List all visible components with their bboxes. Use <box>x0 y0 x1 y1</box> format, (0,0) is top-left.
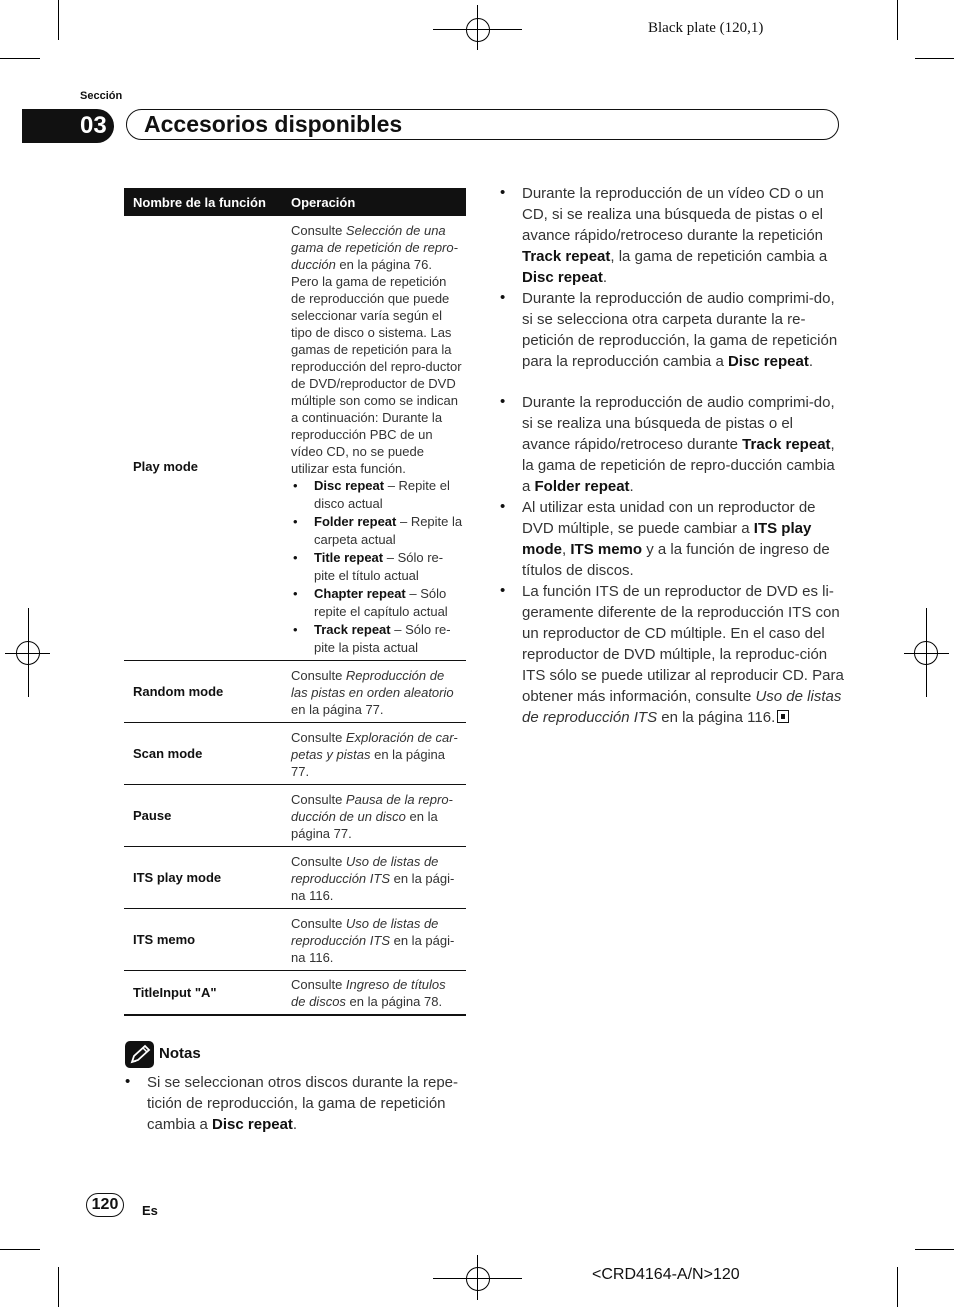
registration-circle <box>16 641 40 665</box>
section-label: Sección <box>80 90 123 102</box>
list-item: Al utilizar esta unidad con un reproductor de DVD múltiple, se puede cambiar a ITS play mode, ITS memo y a la función de ingreso de títulos de discos. <box>522 499 830 579</box>
pencil-icon <box>125 1041 154 1068</box>
bullet: • <box>500 393 506 410</box>
black-plate-label: Black plate (120,1) <box>648 20 764 36</box>
section-number: 03 <box>22 109 114 143</box>
function-name: Play mode <box>133 459 199 474</box>
function-operation: Consulte Uso de listas de reproducción ITS en la pági-na 116. <box>291 916 455 965</box>
registration-circle <box>466 18 490 42</box>
function-name: Scan mode <box>133 746 203 761</box>
list-item: Durante la reproducción de audio comprimi-do, si se selecciona otra carpeta durante la re-petición de reproducción, la gama de repetición para la reproducción cambia a Disc repeat. <box>522 290 838 370</box>
list-item: • Chapter repeat – Sólo repite el capítulo actual <box>291 585 463 621</box>
notes-heading: Notas <box>159 1045 201 1062</box>
bullet: • <box>500 582 506 599</box>
crop-mark <box>915 1249 954 1250</box>
table-row-pause <box>124 785 466 847</box>
crop-mark <box>58 1267 59 1307</box>
list-item: La función ITS de un reproductor de DVD es li-geramente diferente de la reproducción ITS con un reproductor de CD múltiple. En el caso del reproductor de DVD múltiple, la reproduc-ción ITS sólo se puede utilizar al reproducir CD. Para obtener más información, consulte Uso de listas de reproducción ITS en la página 116. <box>522 583 844 726</box>
crop-mark <box>0 58 40 59</box>
repeat-range-list <box>291 477 463 657</box>
bullet: • <box>500 289 506 306</box>
registration-circle <box>466 1267 490 1291</box>
function-name: ITS play mode <box>133 870 222 885</box>
table-row-random-mode <box>124 661 466 723</box>
function-name: TitleInput "A" <box>133 985 217 1000</box>
bullet: • <box>500 498 506 515</box>
table-row-titleinput <box>124 971 466 1016</box>
function-operation: Consulte Pausa de la repro-ducción de un disco en la página 77. <box>291 792 453 841</box>
function-name: Random mode <box>133 684 224 699</box>
crop-mark <box>915 58 954 59</box>
document-code: <CRD4164-A/N>120 <box>592 1266 740 1283</box>
list-item: • Disc repeat – Repite el disco actual <box>291 477 463 513</box>
table-row-its-play-mode <box>124 847 466 909</box>
column-header-operation: Operación <box>291 195 356 210</box>
bullet: • <box>125 1073 131 1090</box>
list-item: • Title repeat – Sólo re-pite el título actual <box>291 549 463 585</box>
function-name: ITS memo <box>133 932 196 947</box>
list-item: Durante la reproducción de un vídeo CD o un CD, si se realiza una búsqueda de pistas o el avance rápido/retroceso durante la repetición Track repeat, la gama de repetición cambia a Disc repeat. <box>522 185 828 286</box>
play-mode-description: Pero la gama de repetición de reproducción que puede seleccionar varía según el tipo de disco o sistema. Las gamas de repetición para la reproducción del repro-ductor de DVD/reproductor de DVD múltiple son como se indican a continuación: Durante la reproducción PBC de un vídeo CD, no se puede utilizar esta función. <box>291 274 462 476</box>
column-header-function: Nombre de la función <box>133 195 266 210</box>
bullet: • <box>500 184 506 201</box>
table-row-scan-mode <box>124 723 466 785</box>
note-item: Si se seleccionan otros discos durante la repe-tición de reproducción, la gama de repetición cambia a Disc repeat. <box>147 1074 459 1133</box>
list-item: Durante la reproducción de audio comprimi-do, si se realiza una búsqueda de pistas o el avance rápido/retroceso durante Track repeat, la gama de repetición de repro-ducción cambia a Folder repeat. <box>522 394 835 495</box>
table-row-play-mode <box>124 216 466 661</box>
cross-reference: Selección de una gama de repetición de repro-ducción <box>291 223 458 272</box>
registration-circle <box>914 641 938 665</box>
function-operation: Consulte Ingreso de títulos de discos en la página 78. <box>291 977 446 1009</box>
language-label: Es <box>142 1203 158 1218</box>
page-title: Accesorios disponibles <box>126 109 839 140</box>
table-row-its-memo <box>124 909 466 971</box>
function-name: Pause <box>133 808 172 823</box>
function-operation: Consulte Selección de una gama de repetición de repro-ducción en la página 76. Pero la gama de repetición de reproducción que puede seleccionar varía según el tipo de disco o sistema. Las gamas de repetición para la reproducción del repro-ductor de DVD/reproductor de DVD múltiple son como se indican a continuación: Durante la reproducción PBC de un vídeo CD, no se puede utilizar esta función. • Disc repeat – Repite el disco actual • Folder repeat – Repite la carpeta actual • Title repeat – Sólo re-pite el título actual • Chapter repeat – Sólo repite el capítulo actual • Track repeat – Sólo re-pite la pista actual <box>291 222 463 657</box>
list-item: • Folder repeat – Repite la carpeta actual <box>291 513 463 549</box>
function-operation: Consulte Exploración de car-petas y pistas en la página 77. <box>291 730 458 779</box>
function-table <box>124 188 466 1016</box>
page-number: 120 <box>86 1193 124 1217</box>
crop-mark <box>58 0 59 40</box>
table-header <box>124 188 466 216</box>
function-operation: Consulte Uso de listas de reproducción ITS en la pági-na 116. <box>291 854 455 903</box>
end-mark-icon <box>777 710 789 723</box>
function-operation: Consulte Reproducción de las pistas en orden aleatorio en la página 77. <box>291 668 454 717</box>
list-item: • Track repeat – Sólo re-pite la pista actual <box>291 621 463 657</box>
crop-mark <box>897 1267 898 1307</box>
crop-mark <box>0 1249 40 1250</box>
crop-mark <box>897 0 898 40</box>
